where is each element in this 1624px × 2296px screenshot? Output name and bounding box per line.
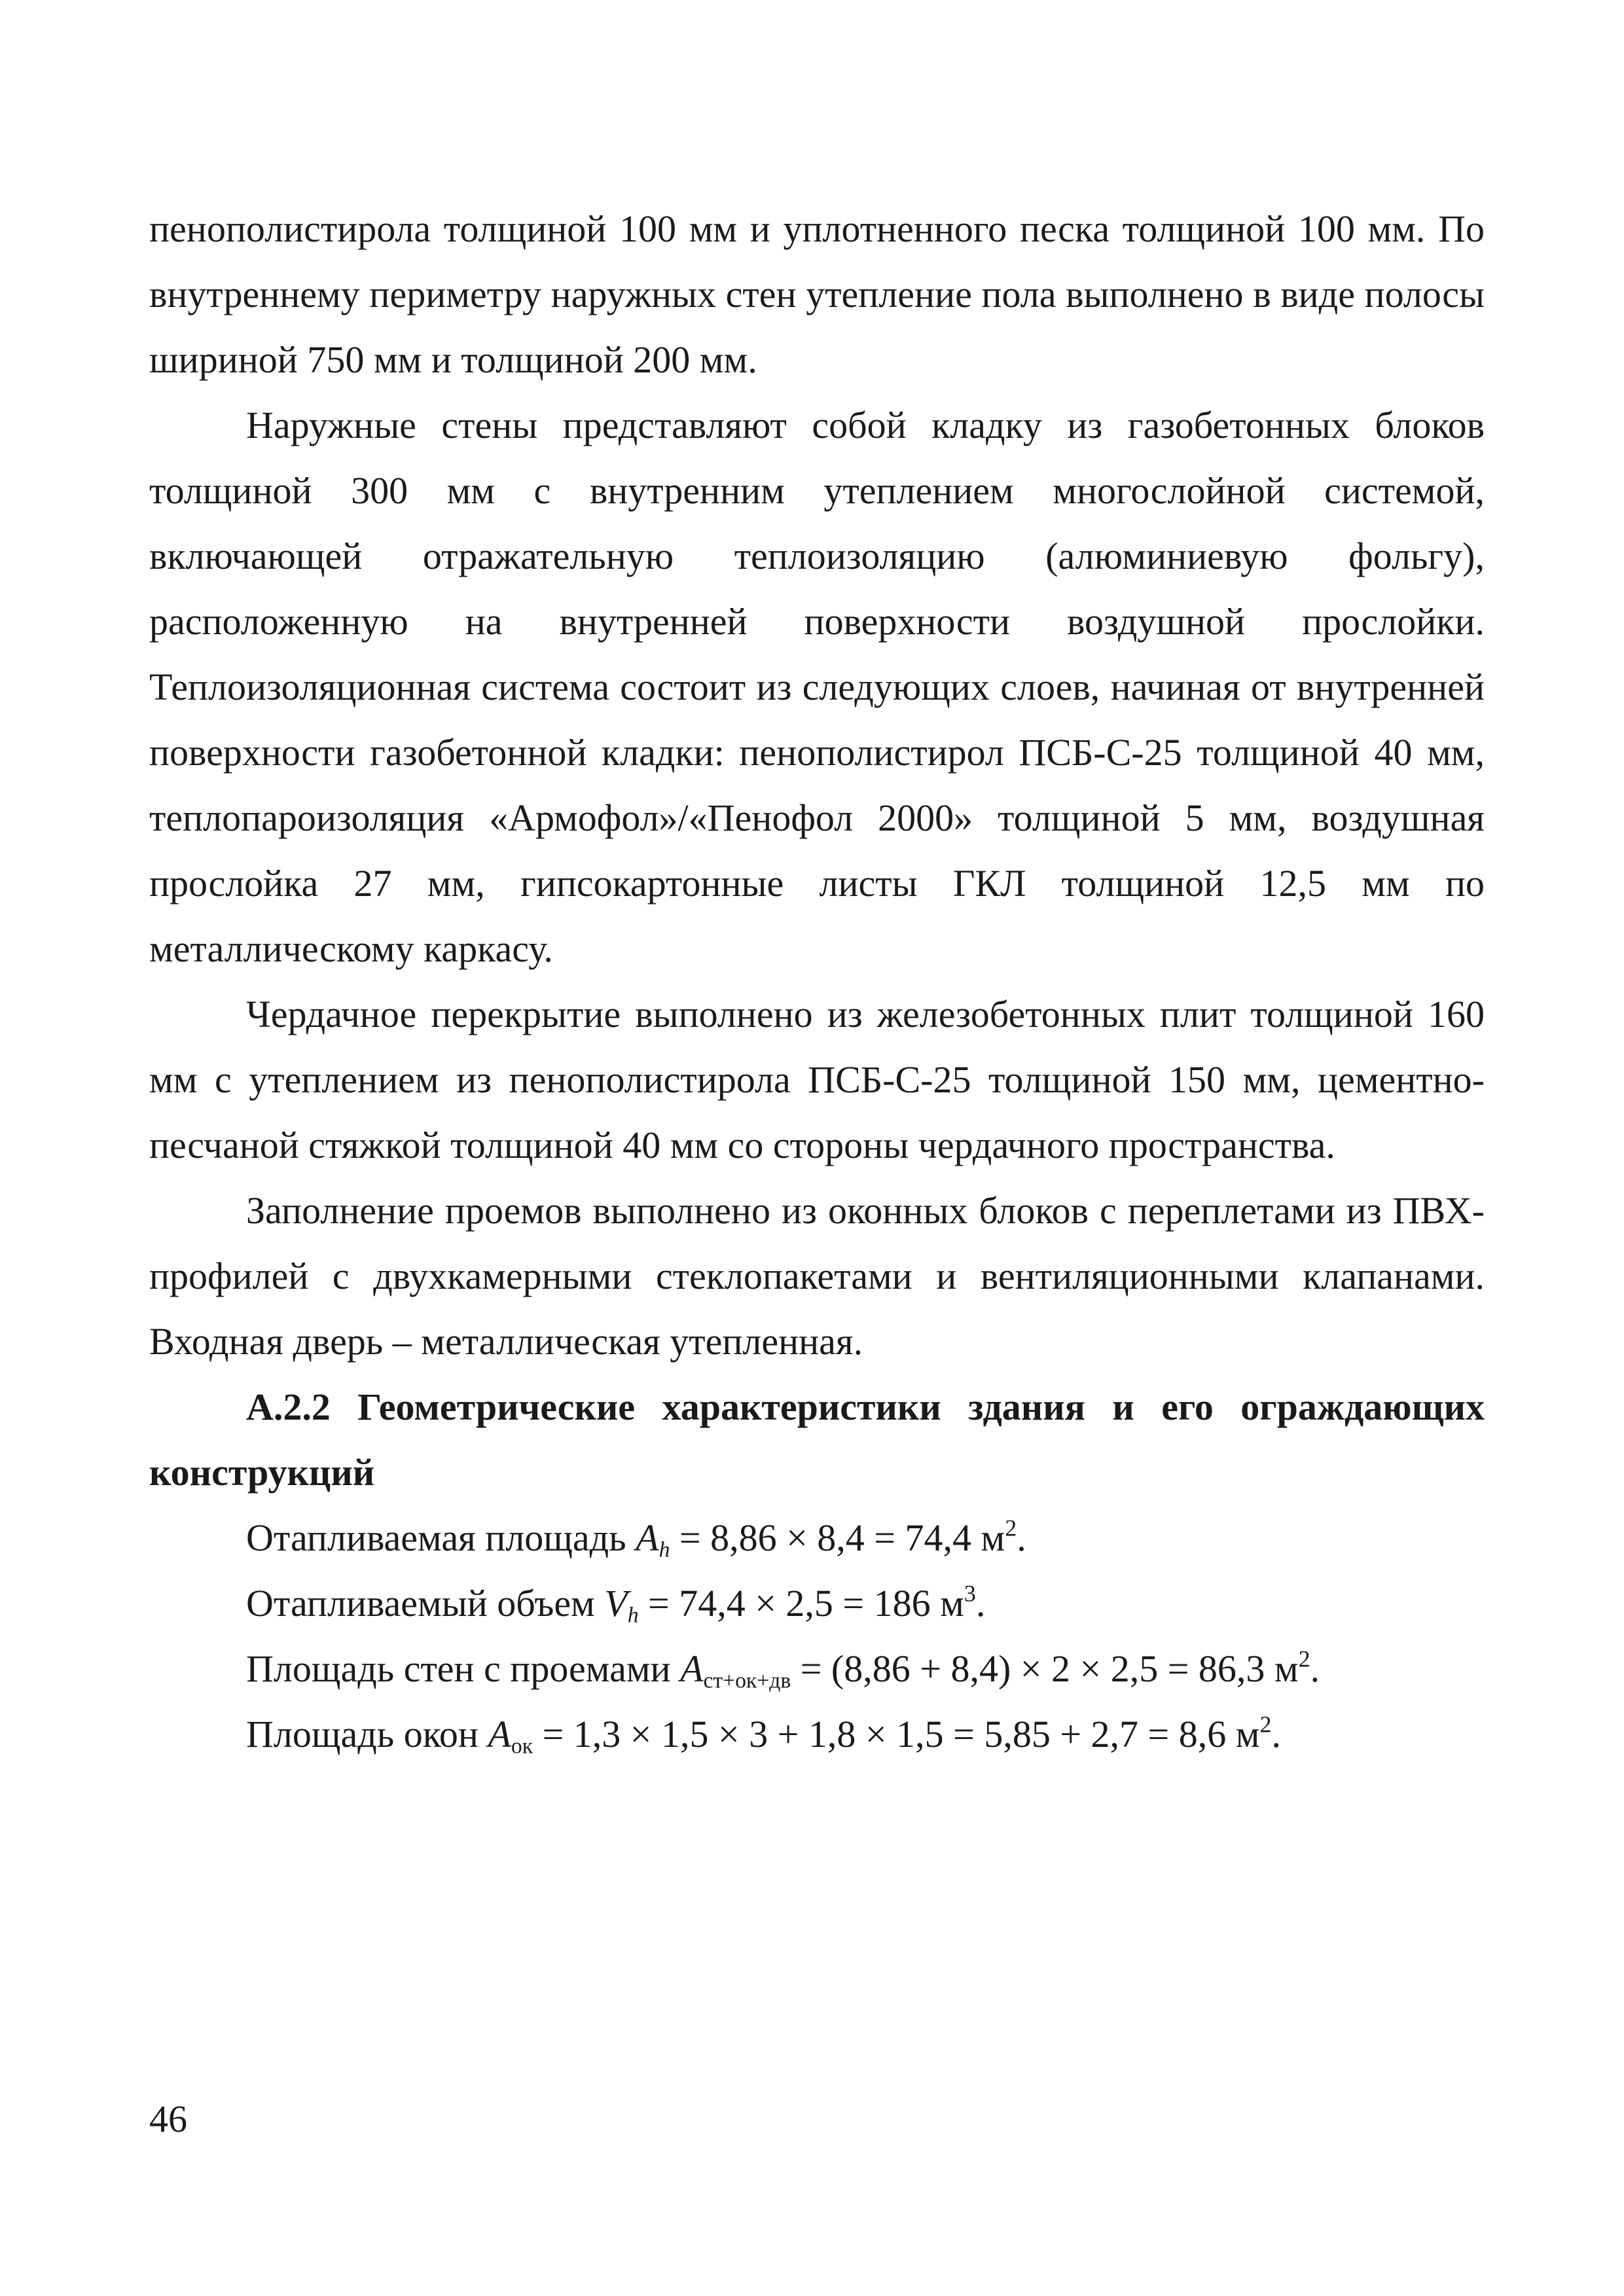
formula-expression: = 8,86 × 8,4 = 74,4 м xyxy=(670,1516,1005,1559)
formula-heated-volume xyxy=(149,1571,1485,1636)
paragraph-attic-floor: Чердачное перекрытие выполнено из железобетонных плит толщиной 160 мм с утеплением из пенополистирола ПСБ-С-25 толщиной 150 мм, цементно-песчаной стяжкой толщиной 40 мм со стороны чердачного пространства. xyxy=(149,993,1485,1166)
formula-expression: = 1,3 × 1,5 × 3 + 1,8 × 1,5 = 5,85 + 2,7 = 8,6 м xyxy=(533,1713,1260,1755)
formula-symbol: A xyxy=(680,1647,704,1690)
formula-subscript: h xyxy=(659,1537,670,1562)
formula-heated-area xyxy=(149,1505,1485,1571)
formula-symbol: A xyxy=(488,1713,511,1755)
formula-label: Площадь стен с проемами xyxy=(246,1647,681,1690)
formula-end: . xyxy=(1310,1647,1320,1690)
page-body xyxy=(149,196,1485,1767)
formula-label: Отапливаемый объем xyxy=(246,1582,605,1624)
formula-end: . xyxy=(975,1582,986,1624)
formula-end: . xyxy=(1271,1713,1281,1755)
formula-label: Отапливаемая площадь xyxy=(246,1516,636,1559)
paragraph-floor-insulation: пенополистирола толщиной 100 мм и уплотненного песка толщиной 100 мм. По внутреннему периметру наружных стен утепление пола выполнено в виде полосы шириной 750 мм и толщиной 200 мм. xyxy=(149,207,1485,381)
formula-superscript: 2 xyxy=(1005,1515,1017,1541)
formula-wall-area xyxy=(149,1636,1485,1702)
formula-superscript: 3 xyxy=(964,1580,976,1607)
formula-label: Площадь окон xyxy=(246,1713,488,1755)
formula-expression: = 74,4 × 2,5 = 186 м xyxy=(638,1582,964,1624)
formula-window-area xyxy=(149,1702,1485,1767)
formula-subscript: ок xyxy=(511,1734,533,1759)
paragraph-external-walls: Наружные стены представляют собой кладку из газобетонных блоков толщиной 300 мм с внутренним утеплением многослойной системой, включающей отражательную теплоизоляцию (алюминиевую фольгу), расположенную на внутренней поверхности воздушной прослойки. Теплоизоляционная система состоит из следующих слоев, начиная от внутренней поверхности газобетонной кладки: пенополистирол ПСБ-С-25 толщиной 40 мм, теплопароизоляция «Армофол»/«Пенофол 2000» толщиной 5 мм, воздушная прослойка 27 мм, гипсокартонные листы ГКЛ толщиной 12,5 мм по металлическому каркасу. xyxy=(149,404,1485,970)
section-heading: А.2.2 Геометрические характеристики здания и его ограждающих конструкций xyxy=(149,1386,1485,1494)
paragraph-openings: Заполнение проемов выполнено из оконных блоков с переплетами из ПВХ-профилей с двухкамерными стеклопакетами и вентиляционными клапанами. Входная дверь – металлическая утепленная. xyxy=(149,1189,1485,1363)
formula-expression: = (8,86 + 8,4) × 2 × 2,5 = 86,3 м xyxy=(791,1647,1299,1690)
formula-end: . xyxy=(1017,1516,1026,1559)
formula-subscript: ст+ок+дв xyxy=(703,1668,791,1693)
page-number: 46 xyxy=(149,2098,187,2140)
formula-superscript: 2 xyxy=(1259,1711,1272,1738)
formula-symbol: A xyxy=(636,1516,659,1559)
formula-symbol: V xyxy=(604,1582,628,1624)
formula-superscript: 2 xyxy=(1298,1645,1310,1672)
formula-subscript: h xyxy=(627,1603,639,1628)
